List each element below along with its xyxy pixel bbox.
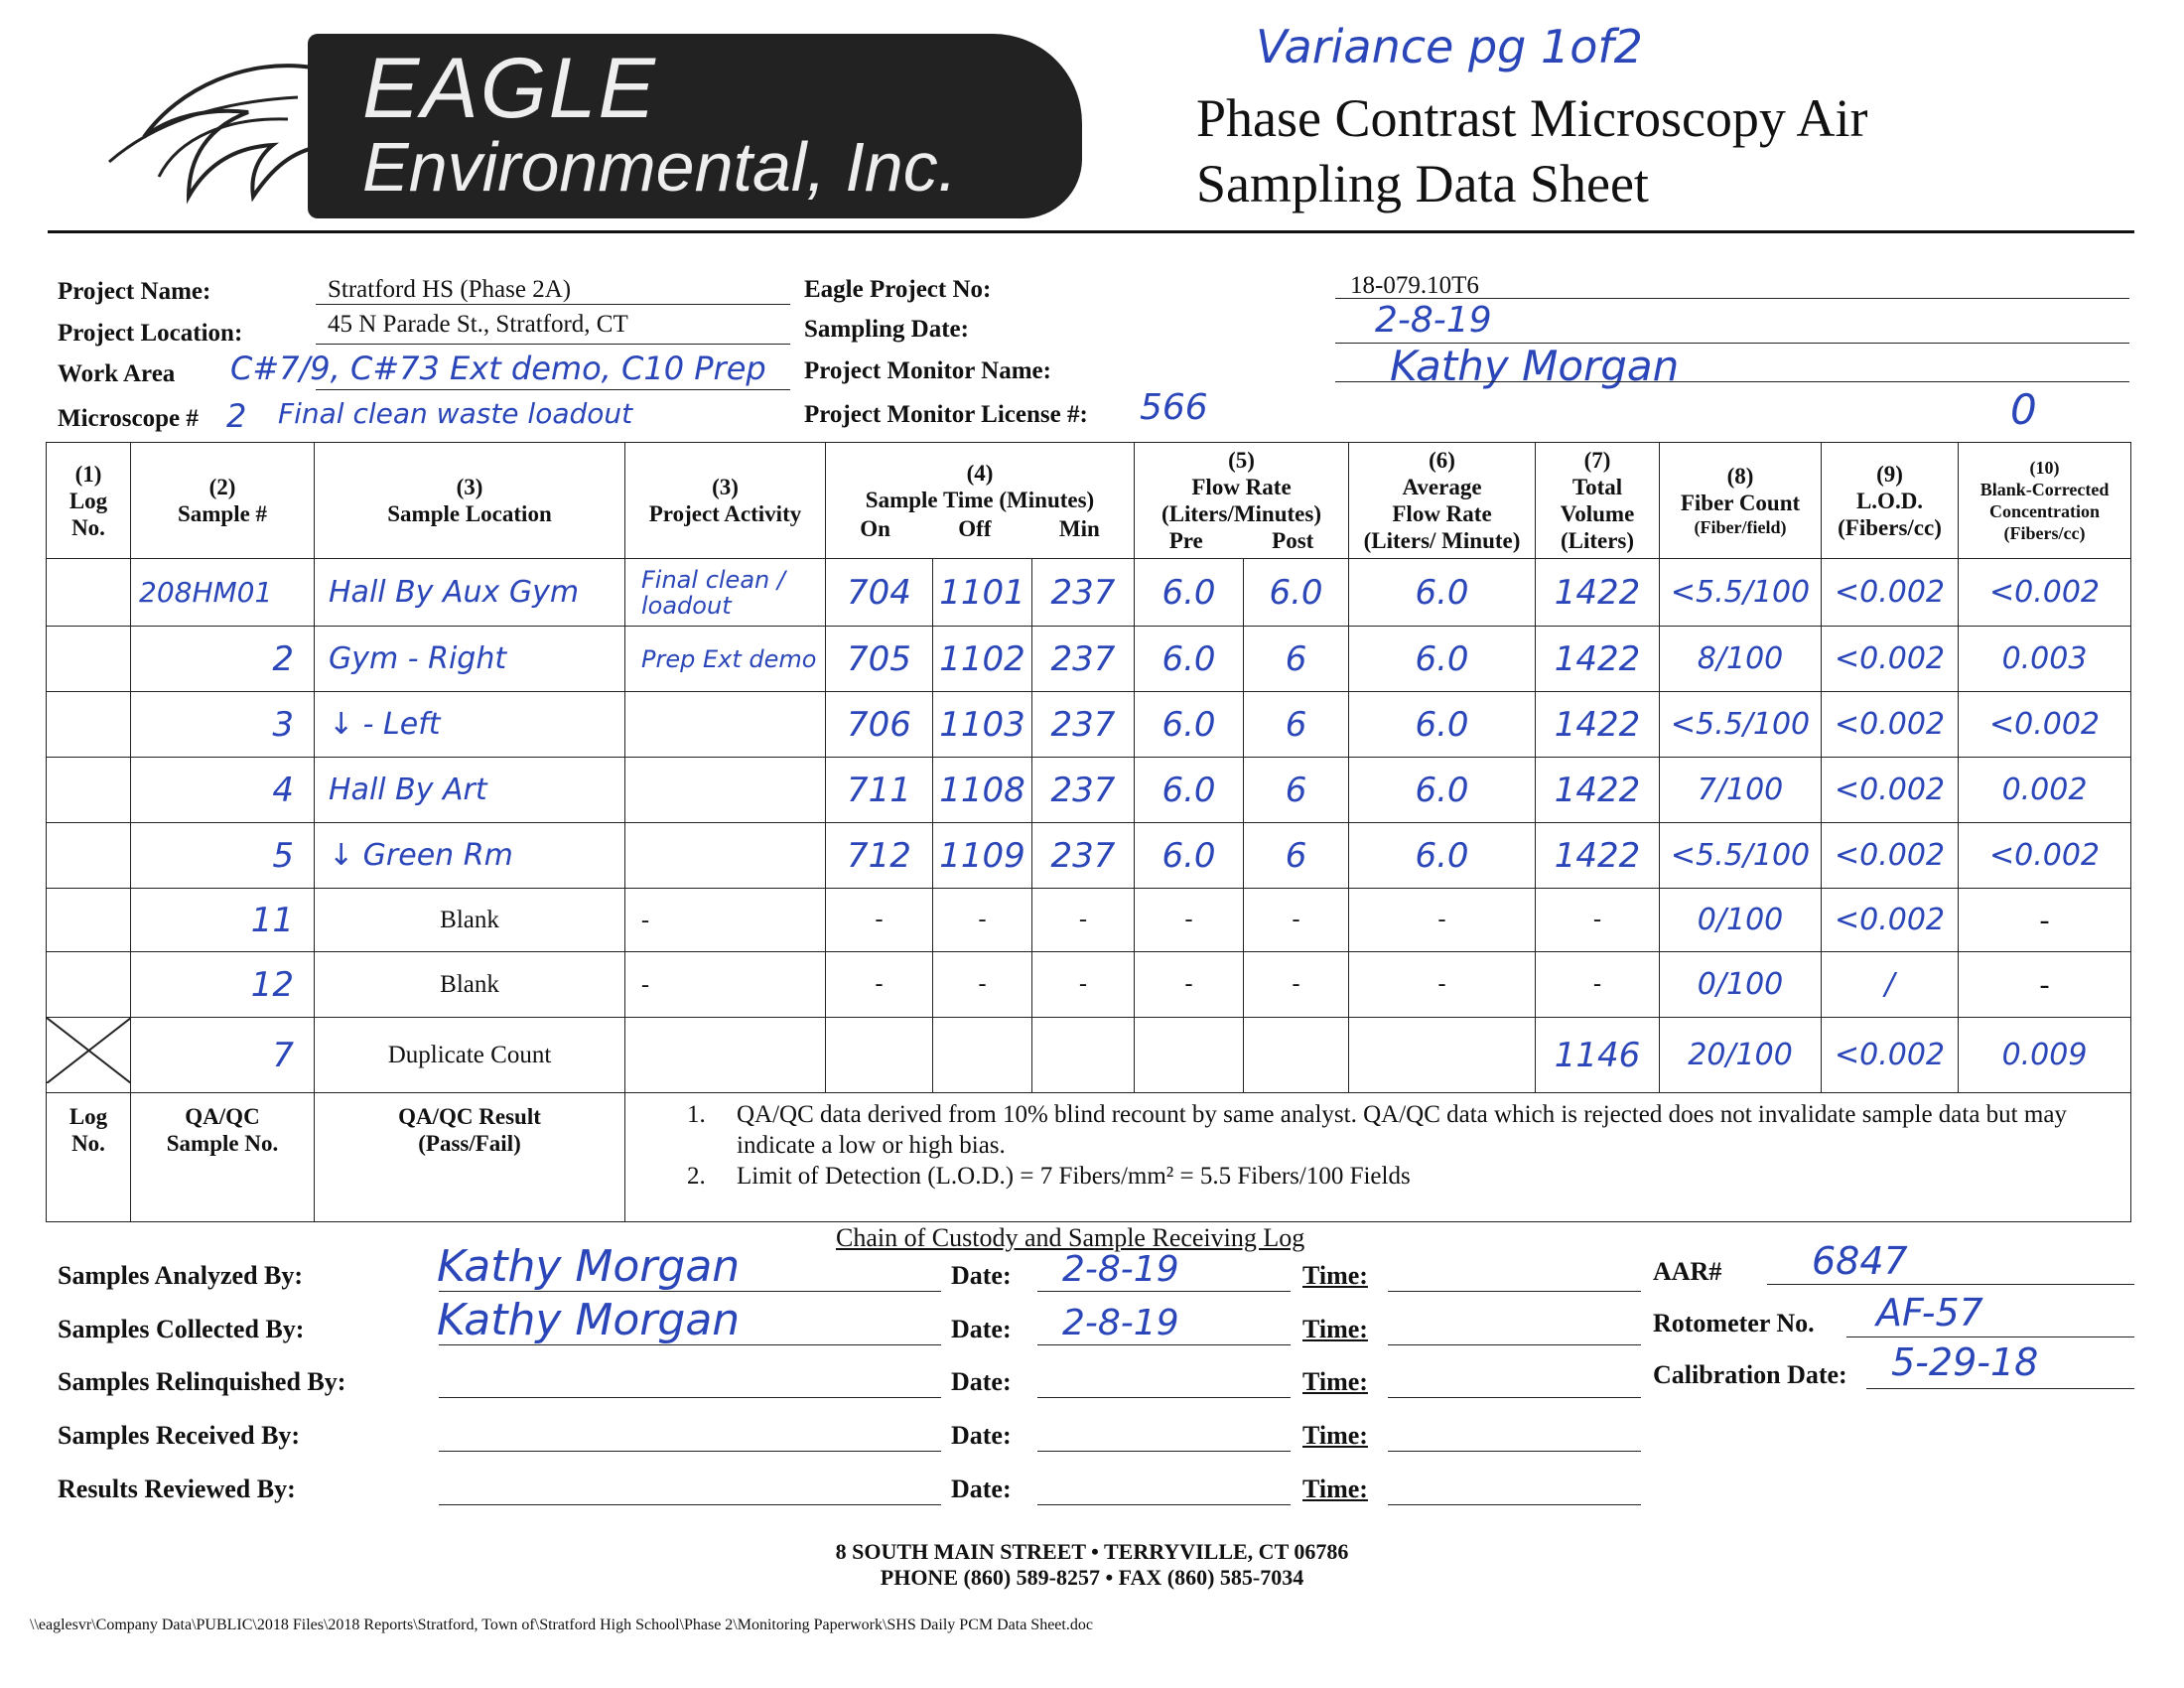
cell-vol: 1422 <box>1536 758 1660 823</box>
cell-min: 237 <box>1032 692 1135 758</box>
cell-conc: <0.002 <box>1959 692 2131 758</box>
cell-post: 6 <box>1244 627 1349 692</box>
cell-lod: <0.002 <box>1822 823 1959 889</box>
cell-vol: - <box>1536 952 1660 1018</box>
date-line <box>1037 1344 1291 1345</box>
cell-activity <box>625 1018 826 1093</box>
qaqc-log-label: Log No. <box>47 1093 131 1222</box>
date-line <box>1037 1451 1291 1452</box>
title-line1: Phase Contrast Microscopy Air <box>1196 88 1868 148</box>
aar-value: 6847 <box>1812 1239 1908 1283</box>
note-2-text: Limit of Detection (L.O.D.) = 7 Fibers/mm² = 5.5 Fibers/100 Fields <box>737 1163 1411 1190</box>
cell-pre: - <box>1135 952 1244 1018</box>
aar-label: AAR# <box>1653 1257 1722 1286</box>
signature-line <box>439 1504 941 1505</box>
cell-fiber: 7/100 <box>1660 758 1822 823</box>
sampling-data-table <box>46 442 2130 1228</box>
cell-lod: <0.002 <box>1822 758 1959 823</box>
cell-conc: <0.002 <box>1959 823 2131 889</box>
col-avg-flow: (6) Average Flow Rate (Liters/ Minute) <box>1349 443 1536 559</box>
cell-pre: - <box>1135 889 1244 952</box>
signature-line <box>439 1451 941 1452</box>
custody-row-label: Samples Received By: <box>58 1421 301 1450</box>
date-label: Date: <box>951 1367 1012 1396</box>
cell-sample: 4 <box>131 758 315 823</box>
cell-lod: <0.002 <box>1822 559 1959 627</box>
date-value: 2-8-19 <box>1062 1249 1179 1290</box>
cell-location: ↓ - Left <box>315 692 625 758</box>
blank-corrected-unit: (Fibers/cc) <box>2003 523 2086 543</box>
cell-log <box>47 1018 131 1093</box>
cell-on: 705 <box>826 627 933 692</box>
project-location-line <box>316 344 790 345</box>
project-location-value: 45 N Parade St., Stratford, CT <box>328 311 628 338</box>
cell-on: 706 <box>826 692 933 758</box>
time-line <box>1388 1504 1641 1505</box>
cell-min: - <box>1032 889 1135 952</box>
cell-post: 6 <box>1244 758 1349 823</box>
date-label: Date: <box>951 1261 1012 1290</box>
signature-value: Kathy Morgan <box>437 1295 741 1345</box>
time-label: Time: <box>1302 1421 1368 1450</box>
cell-pre: 6.0 <box>1135 758 1244 823</box>
cell-conc: - <box>1959 952 2131 1018</box>
cell-sample: 5 <box>131 823 315 889</box>
cell-on: - <box>826 889 933 952</box>
rotometer-label: Rotometer No. <box>1653 1309 1815 1337</box>
project-name-line <box>316 304 790 305</box>
cell-location: Hall By Aux Gym <box>315 559 625 627</box>
cell-pre: 6.0 <box>1135 823 1244 889</box>
cell-vol: - <box>1536 889 1660 952</box>
cell-off: - <box>933 952 1032 1018</box>
cell-on: - <box>826 952 933 1018</box>
col-flow-rate <box>1135 443 1349 559</box>
project-name-label: Project Name: <box>58 278 211 305</box>
monitor-license-label: Project Monitor License #: <box>804 401 1088 428</box>
cell-location: Blank <box>315 889 625 952</box>
cell-pre: 6.0 <box>1135 692 1244 758</box>
data-rows <box>47 559 2131 1093</box>
sampling-date-value: 2-8-19 <box>1375 300 1492 341</box>
cell-pre: 6.0 <box>1135 559 1244 627</box>
cell-lod: <0.002 <box>1822 692 1959 758</box>
time-label: Time: <box>1302 1261 1368 1290</box>
cell-log <box>47 559 131 627</box>
document-title <box>1196 85 1867 216</box>
table-row <box>47 758 2131 823</box>
date-label: Date: <box>951 1315 1012 1343</box>
cell-conc: - <box>1959 889 2131 952</box>
cell-on: 712 <box>826 823 933 889</box>
date-line <box>1037 1291 1291 1292</box>
cell-post: - <box>1244 889 1349 952</box>
cell-on: 704 <box>826 559 933 627</box>
cell-sample: 208HM01 <box>131 559 315 627</box>
cell-conc: 0.009 <box>1959 1018 2131 1093</box>
table-row <box>47 559 2131 627</box>
company-address <box>0 1539 2184 1591</box>
note-1-number: 1. <box>687 1101 706 1128</box>
cell-avg: - <box>1349 889 1536 952</box>
cell-avg: 6.0 <box>1349 559 1536 627</box>
cell-sample: 3 <box>131 692 315 758</box>
cell-activity <box>625 758 826 823</box>
cell-lod: <0.002 <box>1822 1018 1959 1093</box>
signature-line <box>439 1397 941 1398</box>
qaqc-notes <box>625 1093 2131 1222</box>
monitor-name-label: Project Monitor Name: <box>804 357 1051 384</box>
cell-vol: 1422 <box>1536 559 1660 627</box>
cell-on: 711 <box>826 758 933 823</box>
signature-value: Kathy Morgan <box>437 1241 741 1292</box>
project-name-value: Stratford HS (Phase 2A) <box>328 276 572 303</box>
col-fiber-count <box>1660 443 1822 559</box>
title-line2: Sampling Data Sheet <box>1196 154 1649 213</box>
cell-fiber: <5.5/100 <box>1660 559 1822 627</box>
custody-row-label: Samples Collected By: <box>58 1315 305 1343</box>
sampling-date-label: Sampling Date: <box>804 316 969 343</box>
work-area-value-2: Final clean waste loadout <box>278 397 633 430</box>
cell-log <box>47 823 131 889</box>
table-row <box>47 952 2131 1018</box>
qaqc-row <box>47 1093 2131 1222</box>
cell-off: 1102 <box>933 627 1032 692</box>
cell-location: ↓ Green Rm <box>315 823 625 889</box>
cell-post: 6 <box>1244 692 1349 758</box>
work-area-label: Work Area <box>58 360 176 387</box>
cell-off: 1109 <box>933 823 1032 889</box>
address-line: 8 SOUTH MAIN STREET • TERRYVILLE, CT 06786 <box>835 1539 1349 1564</box>
cell-avg: 6.0 <box>1349 823 1536 889</box>
table-header-row <box>47 443 2131 559</box>
cell-fiber: 0/100 <box>1660 889 1822 952</box>
cell-pre <box>1135 1018 1244 1093</box>
time-label: Time: <box>1302 1475 1368 1503</box>
cell-activity <box>625 823 826 889</box>
note-1-text: QA/QC data derived from 10% blind recount by same analyst. QA/QC data which is rejected does not invalidate sample data but may indicate a low or high bias. <box>737 1101 2067 1159</box>
cell-min: 237 <box>1032 823 1135 889</box>
calibration-line <box>1866 1388 2134 1389</box>
flow-pre-label: Pre <box>1168 528 1203 553</box>
cell-post: 6.0 <box>1244 559 1349 627</box>
cell-log <box>47 952 131 1018</box>
cell-avg: - <box>1349 952 1536 1018</box>
cell-location: Gym - Right <box>315 627 625 692</box>
cell-log <box>47 692 131 758</box>
time-off-label: Off <box>958 515 992 541</box>
microscope-value: 2 <box>226 397 247 435</box>
cell-vol: 1422 <box>1536 692 1660 758</box>
monitor-name-value: Kathy Morgan <box>1390 342 1680 390</box>
time-label: Time: <box>1302 1315 1368 1343</box>
rotometer-value: AF-57 <box>1876 1291 1983 1335</box>
eagle-project-no-label: Eagle Project No: <box>804 276 992 303</box>
eagle-project-no-line <box>1335 298 2129 299</box>
cell-location: Hall By Art <box>315 758 625 823</box>
work-area-value: C#7/9, C#73 Ext demo, C10 Prep <box>230 350 766 387</box>
calibration-value: 5-29-18 <box>1891 1340 2039 1384</box>
cell-log <box>47 889 131 952</box>
col-sample-time <box>826 443 1135 559</box>
cell-off: 1103 <box>933 692 1032 758</box>
cell-fiber: <5.5/100 <box>1660 692 1822 758</box>
date-value: 2-8-19 <box>1062 1303 1179 1343</box>
time-line <box>1388 1291 1641 1292</box>
cell-min <box>1032 1018 1135 1093</box>
variance-note: Variance pg 1of2 <box>1256 20 1643 73</box>
flow-rate-group-label: (5) Flow Rate (Liters/Minutes) <box>1161 448 1321 526</box>
cell-log <box>47 627 131 692</box>
custody-row-label: Samples Relinquished By: <box>58 1367 346 1396</box>
monitor-license-value: 566 <box>1140 387 1208 428</box>
company-name-line1: EAGLE <box>362 41 657 136</box>
cell-avg: 6.0 <box>1349 758 1536 823</box>
cell-vol: 1422 <box>1536 823 1660 889</box>
qaqc-result-label: QA/QC Result (Pass/Fail) <box>315 1093 625 1222</box>
flow-post-label: Post <box>1272 528 1314 553</box>
time-label: Time: <box>1302 1367 1368 1396</box>
table-row <box>47 889 2131 952</box>
fiber-count-unit: (Fiber/field) <box>1694 517 1787 537</box>
aar-line <box>1767 1284 2134 1285</box>
time-on-label: On <box>860 515 890 541</box>
company-name-line2: Environmental, Inc. <box>362 128 958 206</box>
time-line <box>1388 1397 1641 1398</box>
col-lod: (9) L.O.D. (Fibers/cc) <box>1822 443 1959 559</box>
blank-corrected-label: (10) Blank-Corrected Concentration <box>1979 458 2110 521</box>
cell-post <box>1244 1018 1349 1093</box>
col-location: (3) Sample Location <box>315 443 625 559</box>
work-area-line <box>316 389 790 390</box>
date-label: Date: <box>951 1475 1012 1503</box>
col-activity: (3) Project Activity <box>625 443 826 559</box>
qaqc-note-1 <box>687 1099 2120 1161</box>
date-label: Date: <box>951 1421 1012 1450</box>
time-min-label: Min <box>1058 515 1100 541</box>
cell-avg: 6.0 <box>1349 627 1536 692</box>
cell-lod: <0.002 <box>1822 627 1959 692</box>
cell-off: 1108 <box>933 758 1032 823</box>
table-row <box>47 823 2131 889</box>
rotometer-line <box>1846 1336 2134 1337</box>
col-log-no: (1) Log No. <box>47 443 131 559</box>
col-total-volume: (7) Total Volume (Liters) <box>1536 443 1660 559</box>
cell-off <box>933 1018 1032 1093</box>
cell-sample: 2 <box>131 627 315 692</box>
crossed-out-icon <box>47 1018 131 1083</box>
document-filepath: \\eaglesvr\Company Data\PUBLIC\2018 Files\2018 Reports\Stratford, Town of\Stratford High School\Phase 2\Monitoring Paperwork\SHS Daily PCM Data Sheet.doc <box>30 1617 1093 1633</box>
monitor-name-line <box>1335 381 2129 382</box>
cell-lod: <0.002 <box>1822 889 1959 952</box>
calibration-label: Calibration Date: <box>1653 1360 1847 1389</box>
cell-activity: - <box>625 952 826 1018</box>
date-line <box>1037 1397 1291 1398</box>
fiber-count-label: (8) Fiber Count <box>1680 464 1801 515</box>
time-line <box>1388 1451 1641 1452</box>
cell-activity: Final clean / loadout <box>625 559 826 627</box>
cell-conc: <0.002 <box>1959 559 2131 627</box>
cell-on <box>826 1018 933 1093</box>
note-2-number: 2. <box>687 1163 706 1190</box>
cell-vol: 1146 <box>1536 1018 1660 1093</box>
cell-activity: Prep Ext demo <box>625 627 826 692</box>
qaqc-sample-label: QA/QC Sample No. <box>131 1093 315 1222</box>
col-sample: (2) Sample # <box>131 443 315 559</box>
microscope-label: Microscope # <box>58 405 199 432</box>
cell-fiber: 8/100 <box>1660 627 1822 692</box>
cell-sample: 7 <box>131 1018 315 1093</box>
cell-post: 6 <box>1244 823 1349 889</box>
cell-off: 1101 <box>933 559 1032 627</box>
cell-fiber: 0/100 <box>1660 952 1822 1018</box>
cell-min: - <box>1032 952 1135 1018</box>
custody-row-label: Results Reviewed By: <box>58 1475 296 1503</box>
cell-pre: 6.0 <box>1135 627 1244 692</box>
cell-sample: 12 <box>131 952 315 1018</box>
cell-activity <box>625 692 826 758</box>
header-divider <box>48 230 2134 233</box>
cell-conc: 0.002 <box>1959 758 2131 823</box>
cell-log <box>47 758 131 823</box>
cell-post: - <box>1244 952 1349 1018</box>
cell-fiber: <5.5/100 <box>1660 823 1822 889</box>
eagle-head-icon <box>89 58 328 216</box>
blank-corrected-note: 0 <box>2010 385 2037 434</box>
qaqc-note-2 <box>687 1161 2120 1192</box>
cell-conc: 0.003 <box>1959 627 2131 692</box>
cell-avg <box>1349 1018 1536 1093</box>
cell-avg: 6.0 <box>1349 692 1536 758</box>
cell-fiber: 20/100 <box>1660 1018 1822 1093</box>
cell-min: 237 <box>1032 559 1135 627</box>
cell-off: - <box>933 889 1032 952</box>
phone-line: PHONE (860) 589-8257 • FAX (860) 585-7034 <box>880 1565 1304 1590</box>
col-blank-corrected <box>1959 443 2131 559</box>
chain-of-custody-title: Chain of Custody and Sample Receiving Log <box>836 1223 1305 1252</box>
cell-min: 237 <box>1032 627 1135 692</box>
sample-time-group-label: (4) Sample Time (Minutes) <box>865 460 1095 512</box>
table-row <box>47 627 2131 692</box>
cell-lod: / <box>1822 952 1959 1018</box>
cell-sample: 11 <box>131 889 315 952</box>
table-row <box>47 692 2131 758</box>
eagle-project-no-value: 18-079.10T6 <box>1350 272 1479 299</box>
cell-vol: 1422 <box>1536 627 1660 692</box>
date-line <box>1037 1504 1291 1505</box>
table-row <box>47 1018 2131 1093</box>
cell-activity: - <box>625 889 826 952</box>
time-line <box>1388 1344 1641 1345</box>
cell-location: Duplicate Count <box>315 1018 625 1093</box>
project-location-label: Project Location: <box>58 320 243 347</box>
cell-location: Blank <box>315 952 625 1018</box>
cell-min: 237 <box>1032 758 1135 823</box>
custody-row-label: Samples Analyzed By: <box>58 1261 304 1290</box>
